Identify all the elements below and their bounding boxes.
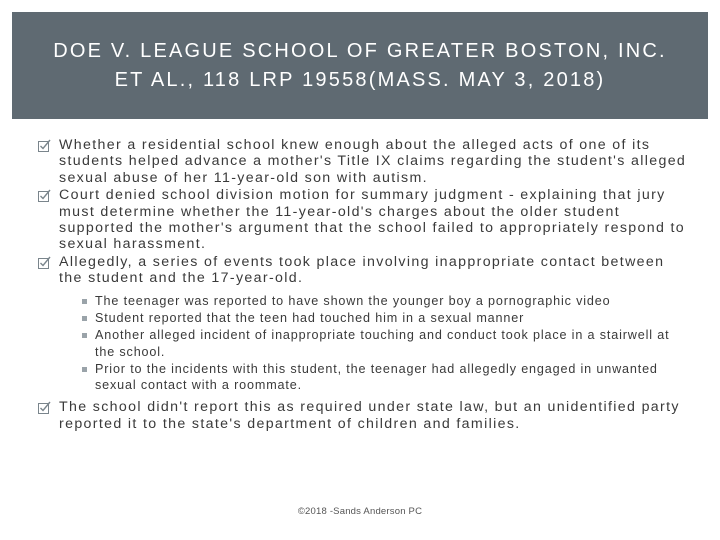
title-band <box>12 12 708 119</box>
bullet-item <box>38 254 690 287</box>
bullet-text: Allegedly, a series of events took place involving inappropriate contact between the student and the 17-year-old. <box>59 253 665 287</box>
square-bullet-icon <box>82 299 87 304</box>
sub-bullet-list <box>82 293 690 394</box>
bullet-text: Whether a residential school knew enough about the alleged acts of one of its students helped advance a mother's Title IX claims regarding the student's alleged sexual abuse of her 11-year-old son with autism. <box>59 137 687 186</box>
slide-title-line-2: ET AL., 118 LRP 19558(MASS. MAY 3, 2018) <box>114 68 606 91</box>
sub-bullet-text: Student reported that the teen had touched him in a sexual manner <box>95 310 525 325</box>
square-bullet-icon <box>82 316 87 321</box>
bullet-text: The school didn't report this as required under state law, but an unidentified party reported it to the state's department of children and families. <box>59 399 680 432</box>
sub-bullet-item <box>82 361 690 394</box>
bullet-text: Court denied school division motion for summary judgment - explaining that jury must determine whether the 11-year-old's charges about the older student supported the mother's argument that the school failed to appropriately respond to sexual harassment. <box>59 187 686 253</box>
footer-copyright: ©2018 -Sands Anderson PC <box>297 506 423 517</box>
slide-content <box>38 137 690 433</box>
checkbox-check-icon <box>38 139 51 152</box>
square-bullet-icon <box>82 367 87 372</box>
sub-bullet-item <box>82 293 690 309</box>
bullet-item <box>38 399 690 432</box>
bullet-item <box>38 137 690 186</box>
sub-bullet-text: Another alleged incident of inappropriate touching and conduct took place in a stairwell at the school. <box>95 328 670 359</box>
checkbox-check-icon <box>38 401 51 414</box>
sub-bullet-text: Prior to the incidents with this student, the teenager had allegedly engaged in unwanted sexual contact with a roommate. <box>95 361 658 393</box>
sub-bullet-item <box>82 327 690 360</box>
square-bullet-icon <box>82 333 87 338</box>
sub-bullet-text: The teenager was reported to have shown the younger boy a pornographic video <box>95 293 611 308</box>
checkbox-check-icon <box>38 256 51 269</box>
slide-title-line-1: DOE V. LEAGUE SCHOOL OF GREATER BOSTON, INC. <box>53 39 667 62</box>
sub-bullet-item <box>82 310 690 326</box>
bullet-item <box>38 187 690 253</box>
checkbox-check-icon <box>38 189 51 202</box>
